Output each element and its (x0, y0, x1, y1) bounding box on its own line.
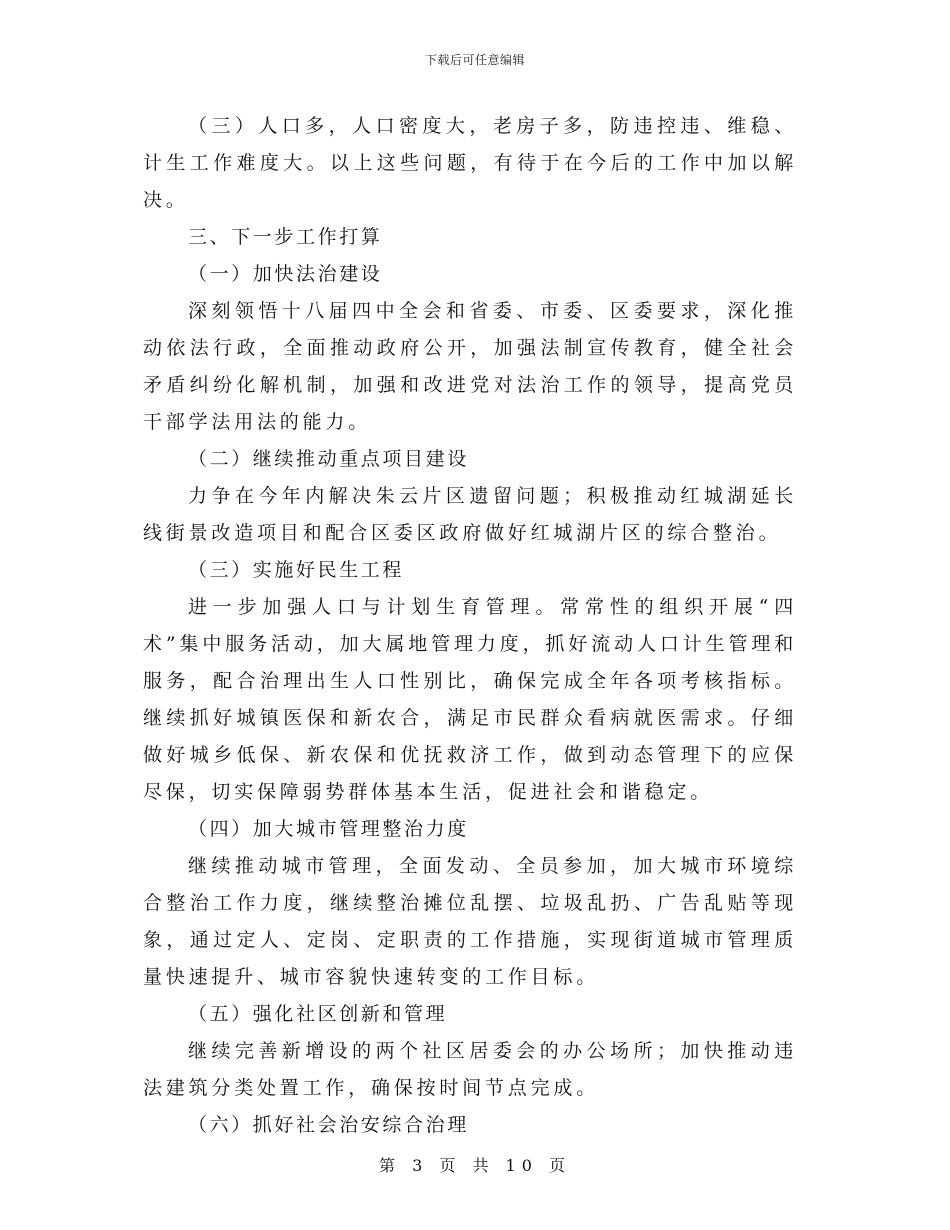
paragraph-problem-3: （三）人口多，人口密度大，老房子多，防违控违、维稳、计生工作难度大。以上这些问题，有待于在今后的工作中加以解决。 (143, 115, 797, 211)
page-header: 下载后可任意编辑 (424, 53, 525, 67)
paragraph-key-projects: 力争在今年内解决朱云片区遗留问题；积极推动红城湖延长线街景改造项目和配合区委区政府做好红城湖片区的综合整治。 (143, 485, 797, 544)
page-footer: 第 3 页 共 10 页 (379, 1156, 571, 1175)
paragraph-city-management: 继续推动城市管理，全面发动、全员参加，加大城市环境综合整治工作力度，继续整治摊位乱摆、垃圾乱扔、广告乱贴等现象，通过定人、定岗、定职责的工作措施，实现街道城市管理质量快速提升、城市容貌快速转变的工作目标。 (143, 855, 797, 988)
subheading-rule-of-law: （一）加快法治建设 (188, 263, 383, 285)
paragraph-community: 继续完善新增设的两个社区居委会的办公场所；加快推动违法建筑分类处置工作，确保按时间节点完成。 (143, 1040, 797, 1099)
subheading-public-security: （六）抓好社会治安综合治理 (188, 1114, 469, 1136)
document-body (143, 108, 797, 1144)
subheading-community: （五）强化社区创新和管理 (188, 1003, 448, 1025)
subheading-livelihood: （三）实施好民生工程 (188, 559, 405, 581)
paragraph-rule-of-law: 深刻领悟十八届四中全会和省委、市委、区委要求，深化推动依法行政，全面推动政府公开，加强法制宣传教育，健全社会矛盾纠纷化解机制，加强和改进党对法治工作的领导，提高党员干部学法用法的能力。 (143, 300, 797, 433)
subheading-key-projects: （二）继续推动重点项目建设 (188, 448, 469, 470)
subheading-city-management: （四）加大城市管理整治力度 (188, 818, 469, 840)
section-heading-next-steps: 三、下一步工作打算 (188, 226, 383, 248)
paragraph-livelihood: 进一步加强人口与计划生育管理。常常性的组织开展“四术”集中服务活动，加大属地管理力度，抓好流动人口计生管理和服务，配合治理出生人口性别比，确保完成全年各项考核指标。继续抓好城镇医保和新农合，满足市民群众看病就医需求。仔细做好城乡低保、新农保和优抚救济工作，做到动态管理下的应保尽保，切实保障弱势群体基本生活，促进社会和谐稳定。 (143, 596, 797, 803)
